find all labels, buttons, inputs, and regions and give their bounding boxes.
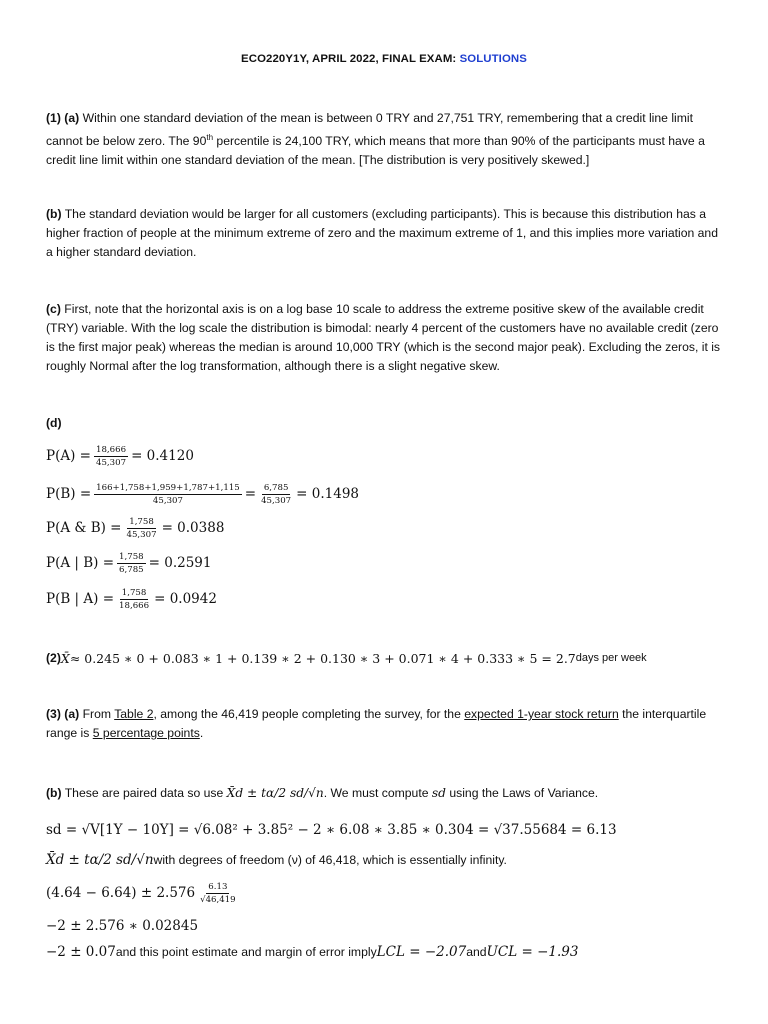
prob-a-given-b-lhs: P(A | B) = <box>46 555 115 571</box>
q1a-paragraph <box>46 109 726 170</box>
prob-ab-fraction <box>125 517 159 540</box>
ci-calc-1-expr: (4.64 − 6.64) ± 2.576 <box>46 885 196 901</box>
q3a-table2-ref: Table 2 <box>114 707 154 721</box>
ci-formula-line <box>46 848 507 872</box>
ci-calc-line-3 <box>46 940 578 964</box>
prob-b-mid: = <box>244 486 257 502</box>
page-title <box>0 53 768 65</box>
prob-a-fraction <box>94 445 128 468</box>
q1d-label: (d) <box>46 416 62 430</box>
prob-ab-num: 1,758 <box>129 516 154 527</box>
q3a-t4: . <box>199 726 204 740</box>
prob-b-den2: 45,307 <box>261 495 292 506</box>
ci-formula-text: with degrees of freedom (ν) of 46,418, which is essentially infinity. <box>153 853 507 867</box>
prob-ab-rhs: = 0.0388 <box>161 520 225 536</box>
prob-b-num: 166+1,758+1,959+1,787+1,115 <box>96 482 240 493</box>
prob-b-given-a-rhs: = 0.0942 <box>154 591 217 607</box>
prob-b-given-a-line <box>46 586 217 612</box>
ci-calc-3-expr: −2 ± 0.07 <box>46 944 116 960</box>
prob-b-fraction <box>94 483 242 506</box>
prob-ab-den: 45,307 <box>126 529 157 540</box>
prob-a-given-b-den: 6,785 <box>119 564 144 575</box>
q1b-label: (b) <box>46 207 62 221</box>
q3a-variable-ref: expected 1-year stock return <box>464 707 619 721</box>
prob-ab-line <box>46 515 224 541</box>
ci-calc-3-text: and this point estimate and margin of error imply <box>115 945 377 959</box>
prob-a-line <box>46 443 194 469</box>
q1a-text-2: percentile is 24,100 TRY, which means that more than 90% of the participants must have a credit line limit within one standard deviation of the mean. [The distribution is very positively skewed.] <box>46 134 705 168</box>
ci-formula: X̄d ± tα/2 sd/√n <box>46 852 154 868</box>
prob-a-den: 45,307 <box>95 457 127 468</box>
prob-b-num2: 6,785 <box>263 482 289 493</box>
prob-ab-lhs: P(A & B) = <box>46 520 122 536</box>
q3a-t1: From <box>79 707 115 721</box>
ci-calc-2: −2 ± 2.576 ∗ 0.02845 <box>46 918 199 934</box>
sd-calculation-line <box>46 818 617 842</box>
prob-a-num: 18,666 <box>95 444 127 455</box>
q3b-sd: sd <box>431 786 446 800</box>
prob-b-lhs: P(B) = <box>46 486 92 502</box>
q3a-t3: the interquartile range is <box>46 707 707 740</box>
title-main: ECO220Y1Y, APRIL 2022, FINAL EXAM: <box>241 53 460 65</box>
ci-and: and <box>466 945 487 959</box>
prob-b-given-a-num: 1,758 <box>121 587 147 598</box>
q1a-sup: th <box>206 133 214 142</box>
prob-a-lhs: P(A) = <box>46 448 91 464</box>
q1b-text: The standard deviation would be larger for all customers (excluding participants). This is because this distribution has a higher fraction of people at the minimum extreme of zero and the maximum extreme of 1, and this implies more variation and a higher standard deviation. <box>46 207 718 259</box>
prob-b-rhs: = 0.1498 <box>296 486 359 502</box>
prob-a-given-b-num: 1,758 <box>119 551 144 562</box>
q1b-paragraph <box>46 205 726 262</box>
q1c-paragraph <box>46 300 726 376</box>
prob-a-given-b-rhs: = 0.2591 <box>148 555 212 571</box>
q1a-label: (1) (a) <box>46 111 80 125</box>
q3b-paragraph <box>46 784 726 803</box>
q1c-text: First, note that the horizontal axis is on a log base 10 scale to address the extreme positive skew of the available credit (TRY) variable. With the log scale the distribution is bimodal: nearly 4 percent of the customers have no available credit (zero is the first major peak) whereas the median is around 10,000 TRY (which is the second major peak). Excluding the zeros, it is roughly Normal after the log transformation, although there is a slight negative skew. <box>46 302 721 373</box>
q1a-text-1: Within one standard deviation of the mean is between 0 TRY and 27,751 TRY, remembering that a credit line limit cannot be below zero. The 90 <box>46 111 693 149</box>
q3b-t2: . We must compute <box>323 786 432 800</box>
ci-calc-1-den: √46,419 <box>200 894 236 905</box>
q2-label: (2) <box>46 651 61 665</box>
q3a-iqr-value: 5 percentage points <box>92 726 200 740</box>
q3a-paragraph <box>46 705 726 743</box>
q1d-label-line <box>46 414 726 433</box>
q3b-t3: using the Laws of Variance. <box>445 786 599 800</box>
sd-calculation: sd = √V[1Y − 10Y] = √6.08² + 3.85² − 2 ∗ 6.08 ∗ 3.85 ∗ 0.304 = √37.55684 = 6.13 <box>46 822 617 838</box>
q2-xbar: X̄ <box>60 650 70 666</box>
q2-unit: days per week <box>575 652 647 664</box>
q2-expr: ≈ 0.245 ∗ 0 + 0.083 ∗ 1 + 0.139 ∗ 2 + 0.130 ∗ 3 + 0.071 ∗ 4 + 0.333 ∗ 5 = 2.7 <box>69 650 576 666</box>
prob-b-line <box>46 481 359 507</box>
prob-a-rhs: = 0.4120 <box>131 448 194 464</box>
q1c-label: (c) <box>46 302 61 316</box>
q3a-label: (3) (a) <box>46 707 80 721</box>
prob-a-given-b-line <box>46 550 211 576</box>
ci-calc-1-fraction <box>198 882 238 905</box>
prob-b-given-a-fraction <box>117 588 151 611</box>
prob-b-den: 45,307 <box>152 495 183 506</box>
ci-ucl: UCL = −1.93 <box>486 944 579 960</box>
prob-a-given-b-fraction <box>117 552 146 575</box>
title-solutions: SOLUTIONS <box>459 53 527 65</box>
q2-line <box>46 648 647 668</box>
q3b-formula: X̄d ± tα/2 sd/√n <box>226 786 324 800</box>
prob-b-given-a-lhs: P(B | A) = <box>46 591 115 607</box>
ci-calc-line-2 <box>46 914 198 938</box>
ci-calc-line-1 <box>46 878 241 908</box>
ci-calc-1-num: 6.13 <box>208 881 228 892</box>
q3a-t2: , among the 46,419 people completing the survey, for the <box>153 707 465 721</box>
prob-b-given-a-den: 18,666 <box>119 600 150 611</box>
q3b-label: (b) <box>46 786 62 800</box>
ci-lcl: LCL = −2.07 <box>376 944 467 960</box>
prob-b-fraction-2 <box>259 483 293 506</box>
q3b-t1: These are paired data so use <box>61 786 227 800</box>
